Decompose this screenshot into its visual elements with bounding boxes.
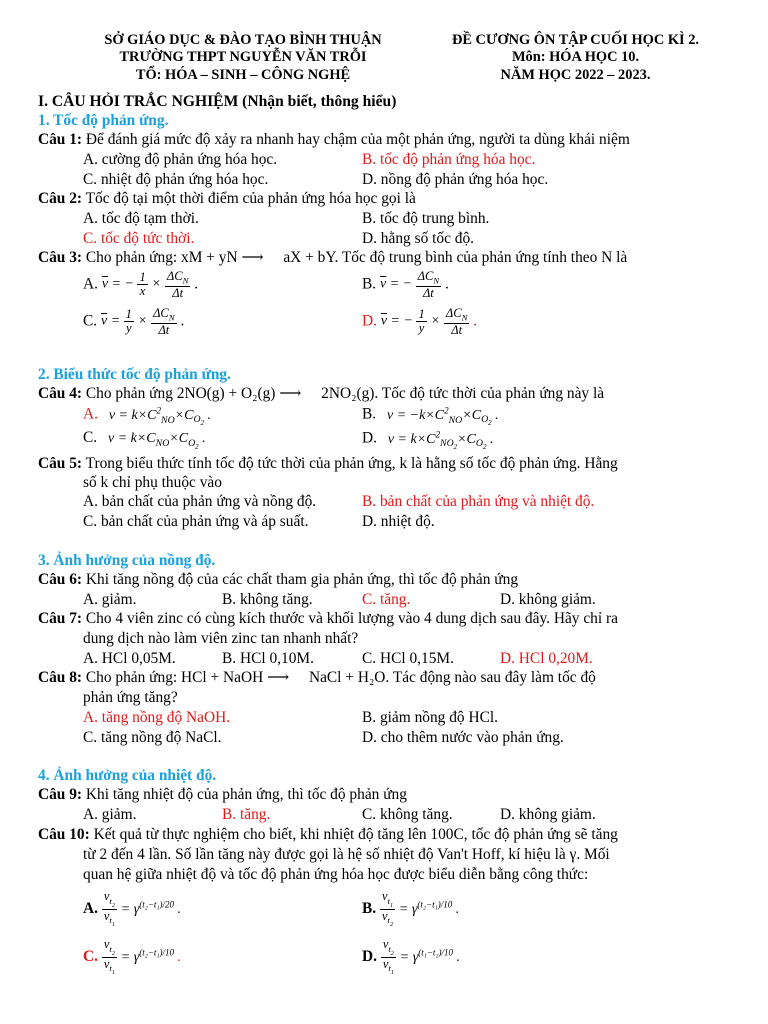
fraction: $\frac{\Delta C_N}{\Delta t}$ (417, 269, 440, 300)
question-text-part1: Cho phản ứng 2NO(g) + O₂(g) (85, 385, 276, 402)
option-d (362, 429, 493, 453)
header-left (58, 32, 428, 84)
question-label: Câu 2: (38, 190, 83, 207)
option-a: A. giảm. (83, 806, 137, 823)
option-d: D. nhiệt độ. (362, 513, 435, 530)
question-label: Câu 4: (38, 385, 83, 402)
formula: = $\gamma^{(t_1-t_2)/10}$ . (399, 947, 461, 966)
topic-heading: 1. Tốc độ phản ứng. (38, 112, 169, 129)
question-text-part2: aX + bY. Tốc độ trung bình của phản ứng tính theo N là (283, 249, 628, 266)
option-b: B. bản chất của phản ứng và nhiệt độ. (362, 493, 595, 510)
option-a: A. cường độ phản ứng hóa học. (83, 151, 278, 168)
option-letter: A. (83, 275, 98, 293)
option-letter: B. (362, 899, 377, 917)
question-label: Câu 10: (38, 826, 90, 843)
option-letter: C. (83, 429, 98, 446)
fraction: $\frac{v_{t_2}}{v_{t_1}}$ (103, 889, 115, 928)
option-c (83, 307, 184, 337)
question-7 (38, 610, 618, 628)
question-5 (38, 455, 618, 473)
topic-heading: 3. Ảnh hưởng của nồng độ. (38, 552, 216, 569)
option-d: D. cho thêm nước vào phản ứng. (362, 729, 564, 746)
header-doc-title: ĐỀ CƯƠNG ÔN TẬP CUỐI HỌC KÌ 2. (451, 32, 700, 48)
formula: $\overline{v}$ = − (380, 313, 417, 329)
question-label: Câu 5: (38, 455, 83, 472)
option-letter: C. (83, 312, 98, 330)
option-letter: A. (83, 405, 98, 423)
question-text-continued: số k chỉ phụ thuộc vào (83, 474, 222, 491)
period: . (180, 312, 185, 330)
option-c (83, 429, 206, 452)
option-a (83, 890, 181, 928)
option-letter: D. (362, 429, 377, 447)
question-label: Câu 1: (38, 131, 83, 148)
option-b: B. tốc độ phản ứng hóa học. (362, 151, 536, 168)
option-b (362, 405, 499, 429)
question-9 (38, 786, 407, 804)
option-c (83, 938, 181, 976)
question-2 (38, 190, 416, 208)
option-c: C. nhiệt độ phản ứng hóa học. (83, 171, 269, 188)
option-a: A. tăng nồng độ NaOH. (83, 709, 231, 726)
fraction: $\frac{v_{t_2}}{v_{t_1}}$ (382, 937, 394, 976)
fraction: $\frac{1}{y}$ (125, 307, 132, 336)
option-d: D. hằng số tốc độ. (362, 230, 474, 247)
question-text-part2: 2NO₂(g). Tốc độ tức thời của phản ứng này là (321, 385, 605, 402)
fraction: $\frac{v_{t_2}}{v_{t_1}}$ (103, 937, 115, 976)
question-label: Câu 7: (38, 610, 83, 627)
question-8 (38, 669, 596, 687)
option-letter: D. (362, 947, 377, 965)
option-d: D. không giảm. (500, 591, 596, 608)
question-text: Kết quả từ thực nghiệm cho biết, khi nhiệt độ tăng lên 100C, tốc độ phản ứng sẽ tăng (93, 826, 618, 843)
option-a: A. HCl 0,05M. (83, 650, 176, 667)
question-1 (38, 131, 630, 149)
formula: $v = -k\times C^2_{NO}\times C_{O_2}$ . (379, 405, 499, 428)
formula: $v = k\times C^2_{NO}\times C_{O_2}$ . (101, 405, 211, 428)
times-symbol: × (151, 276, 162, 292)
header-year: NĂM HỌC 2022 – 2023. (500, 66, 651, 83)
question-text: Cho 4 viên zinc có cùng kích thước và khối lượng vào 4 dung dịch sau đây. Hãy chỉ ra (85, 610, 618, 627)
option-b: B. HCl 0,10M. (222, 650, 314, 667)
arrow-icon: ⟶ (279, 385, 302, 402)
times-symbol: × (137, 313, 148, 329)
question-label: Câu 6: (38, 571, 83, 588)
period: . (473, 312, 478, 330)
option-b: B. không tăng. (222, 591, 313, 608)
formula: $\overline{v}$ = − (101, 276, 138, 292)
option-d: D. không giảm. (500, 806, 596, 823)
option-c: C. không tăng. (362, 806, 453, 823)
option-letter: A. (83, 899, 98, 917)
formula: = $\gamma^{(t_2-t_1)/20}$ . (120, 899, 182, 918)
fraction: $\frac{1}{x}$ (139, 270, 146, 299)
option-b: B. tốc độ trung bình. (362, 210, 490, 227)
question-text-part1: Cho phản ứng: HCl + NaOH (85, 669, 264, 686)
topic-heading: 4. Ảnh hưởng của nhiệt độ. (38, 767, 217, 784)
question-text: Trong biểu thức tính tốc độ tức thời của phản ứng, k là hằng số tốc độ phản ứng. Hằng (85, 455, 618, 472)
question-text: Khi tăng nồng độ của các chất tham gia phản ứng, thì tốc độ phản ứng (85, 571, 519, 588)
question-3 (38, 249, 627, 267)
option-a (83, 405, 211, 429)
option-letter: C. (83, 947, 98, 965)
question-text: Để đánh giá mức độ xảy ra nhanh hay chậm của một phản ứng, người ta dùng khái niệm (85, 131, 630, 148)
question-text-continued: phản ứng tăng? (83, 689, 178, 706)
option-b (362, 890, 459, 928)
question-label: Câu 8: (38, 669, 83, 686)
option-a (83, 270, 198, 300)
question-text-part2: NaCl + H₂O. Tác động nào sau đây làm tốc độ (308, 669, 596, 686)
formula: = $\gamma^{(t_2-t_1)/10}$ . (120, 947, 182, 966)
option-d: D. HCl 0,20M. (500, 650, 593, 667)
header-right (418, 32, 733, 84)
option-b: B. tăng. (222, 806, 271, 823)
option-a: A. bản chất của phản ứng và nồng độ. (83, 493, 317, 510)
header-division: TỔ: HÓA – SINH – CÔNG NGHỆ (135, 66, 351, 83)
section-title: I. CÂU HỎI TRẮC NGHIỆM (Nhận biết, thông hiểu) (38, 93, 397, 110)
fraction: $\frac{\Delta C_N}{\Delta t}$ (166, 269, 189, 300)
formula: = $\gamma^{(t_2-t_1)/10}$ . (398, 899, 460, 918)
question-text-continued: quan hệ giữa nhiệt độ và tốc độ phản ứng hóa học được biểu diễn bằng công thức: (83, 866, 589, 883)
period: . (445, 275, 449, 293)
question-label: Câu 9: (38, 786, 83, 803)
formula: $v = k\times C^2_{NO_2}\times C_{O_2}$ . (380, 429, 494, 452)
fraction: $\frac{1}{y}$ (418, 307, 425, 336)
fraction: $\frac{v_{t_1}}{v_{t_2}}$ (381, 889, 394, 928)
option-d (362, 938, 460, 976)
question-text-continued: từ 2 đến 4 lần. Số lần tăng này được gọi là hệ số nhiệt độ Van't Hoff, kí hiệu là γ. Mối (83, 846, 610, 863)
option-c: C. tốc độ tức thời. (83, 230, 195, 247)
option-d (362, 307, 477, 337)
header-school: TRƯỜNG THPT NGUYỄN VĂN TRỖI (119, 49, 367, 66)
option-a: A. tốc độ tạm thời. (83, 210, 199, 227)
option-c: C. bản chất của phản ứng và áp suất. (83, 513, 309, 530)
formula: $\overline{v}$ = (100, 313, 124, 329)
arrow-icon: ⟶ (267, 669, 290, 686)
question-text: Khi tăng nhiệt độ của phản ứng, thì tốc độ phản ứng (85, 786, 407, 803)
question-text-continued: dung dịch nào làm viên zinc tan nhanh nhất? (83, 630, 359, 647)
option-letter: B. (362, 405, 377, 423)
header-department: SỞ GIÁO DỤC & ĐÀO TẠO BÌNH THUẬN (104, 32, 382, 48)
option-c: C. HCl 0,15M. (362, 650, 454, 667)
header-subject: Môn: HÓA HỌC 10. (511, 49, 640, 66)
formula: $\overline{v}$ = − (379, 276, 416, 292)
option-a: A. giảm. (83, 591, 137, 608)
option-d: D. nồng độ phản ứng hóa học. (362, 171, 549, 188)
fraction: $\frac{\Delta C_N}{\Delta t}$ (445, 306, 468, 337)
question-label: Câu 3: (38, 249, 83, 266)
option-c: C. tăng. (362, 591, 411, 608)
question-text: Tốc độ tại một thời điểm của phản ứng hóa học gọi là (85, 190, 416, 207)
question-10 (38, 826, 618, 844)
option-letter: D. (362, 312, 377, 330)
formula: $v = k\times C_{NO}\times C_{O_2}$ . (100, 431, 206, 451)
fraction: $\frac{\Delta C_N}{\Delta t}$ (153, 306, 175, 337)
arrow-icon: ⟶ (241, 249, 264, 266)
question-text-part1: Cho phản ứng: xM + yN (85, 249, 238, 266)
question-6 (38, 571, 518, 589)
option-b: B. giảm nồng độ HCl. (362, 709, 498, 726)
topic-heading: 2. Biểu thức tốc độ phản ứng. (38, 366, 231, 383)
option-b (362, 270, 449, 300)
option-letter: B. (362, 275, 377, 293)
period: . (194, 275, 199, 293)
times-symbol: × (430, 313, 441, 329)
option-c: C. tăng nồng độ NaCl. (83, 729, 222, 746)
question-4 (38, 385, 604, 403)
